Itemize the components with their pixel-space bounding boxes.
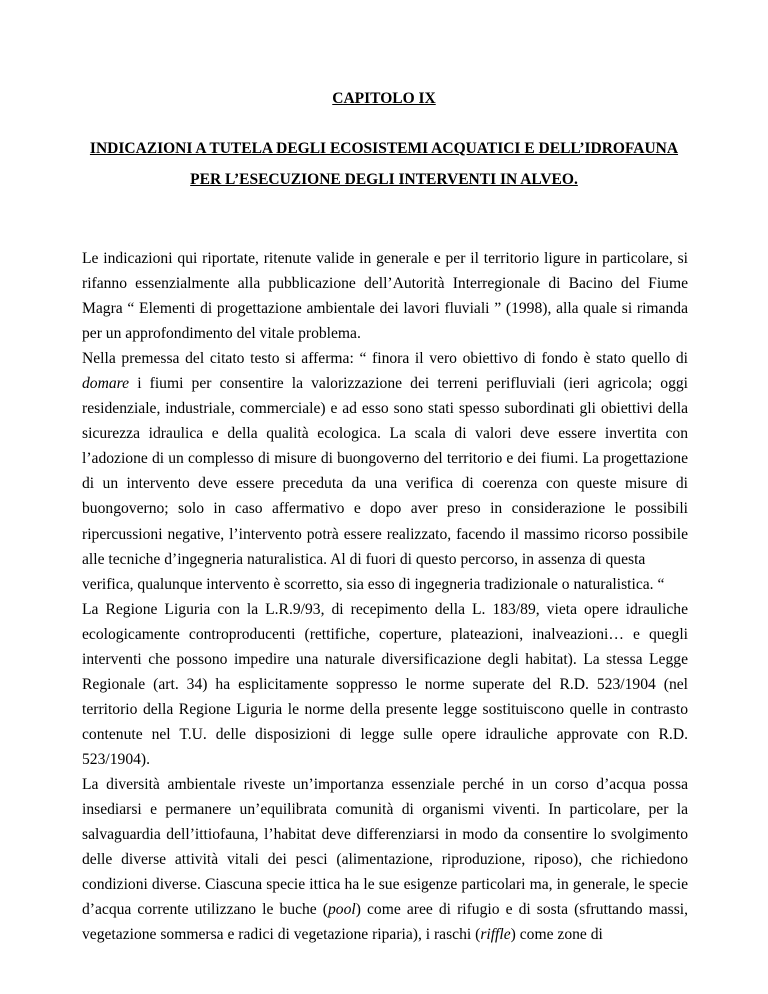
paragraph-2-text-b: i fiumi per consentire la valorizzazione dei terreni perifluviali (ieri agricola; oggi residenziale, industriale, commerciale) e ad esso sono stati spesso subordinati gli obiettivi della sicurezza idraulica e della qualità ecologica. La scala di valori deve essere invertita con l’adozione di un complesso di misure di buongoverno del territorio e dei fiumi. La progettazione di un intervento deve essere preceduta da una verifica di coerenza con queste misure di buongoverno; solo in caso affermativo e dopo aver preso in considerazione le possibili ripercussioni negative, l’intervento potrà essere realizzato, facendo il massimo ricorso possibile alle tecniche d’ingegneria naturalistica. Al di fuori di questo percorso, in assenza di questa: [82, 375, 688, 568]
paragraph-2: [82, 346, 688, 571]
body-text: [82, 246, 688, 947]
paragraph-4-text-b: ) come aree di rifugio e di sosta (sfruttando massi, vegetazione sommersa e radici di vegetazione riparia), i raschi (: [82, 901, 688, 944]
paragraph-2-last-line: verifica, qualunque intervento è scorretto, sia esso di ingegneria tradizionale o naturalistica. “: [82, 575, 665, 593]
chapter-title-line-1: INDICAZIONI A TUTELA DEGLI ECOSISTEMI ACQUATICI E DELL’IDROFAUNA: [89, 140, 679, 157]
paragraph-2-text-a: Nella premessa del citato testo si afferma: “ finora il vero obiettivo di fondo è stato quello di: [82, 350, 688, 368]
chapter-title: [60, 133, 708, 195]
paragraph-4-text-a: La diversità ambientale riveste un’importanza essenziale perché in un corso d’acqua possa insediarsi e permanere un’equilibrata comunità di organismi viventi. In particolare, per la salvaguardia dell’ittiofauna, l’habitat deve differenziarsi in modo da consentire lo svolgimento delle diverse attività vitali dei pesci (alimentazione, riproduzione, riposo), che richiedono condizioni diverse. Ciascuna specie ittica ha le sue esigenze particolari ma, in generale, le specie d’acqua corrente utilizzano le buche (: [82, 775, 688, 919]
paragraph-4-italic-riffle: riffle: [480, 926, 511, 944]
paragraph-2-italic-word: domare: [82, 375, 130, 393]
paragraph-4-italic-pool: pool: [327, 901, 356, 919]
chapter-title-line-2: PER L’ESECUZIONE DEGLI INTERVENTI IN ALVEO.: [190, 171, 578, 188]
paragraph-1: Le indicazioni qui riportate, ritenute valide in generale e per il territorio ligure in particolare, si rifanno essenzialmente alla pubblicazione dell’Autorità Interregionale di Bacino del Fiume Magra “ Elementi di progettazione ambientale dei lavori fluviali ” (1998), alla quale si rimanda per un approfondimento del vitale problema.: [82, 250, 688, 343]
paragraph-4: [82, 772, 688, 947]
paragraph-3: La Regione Liguria con la L.R.9/93, di recepimento della L. 183/89, vieta opere idrauliche ecologicamente controproducenti (rettifiche, coperture, plateazioni, inalveazioni… e quegli interventi che possono impedire una naturale diversificazione degli habitat). La stessa Legge Regionale (art. 34) ha esplicitamente soppresso le norme superate del R.D. 523/1904 (nel territorio della Regione Liguria le norme della presente legge sostituiscono quelle in contrasto contenute nel T.U. delle disposizioni di legge sulle opere idrauliche approvate con R.D. 523/1904).: [82, 600, 688, 768]
paragraph-4-text-c: ) come zone di: [510, 926, 603, 944]
chapter-heading: CAPITOLO IX: [332, 90, 436, 107]
